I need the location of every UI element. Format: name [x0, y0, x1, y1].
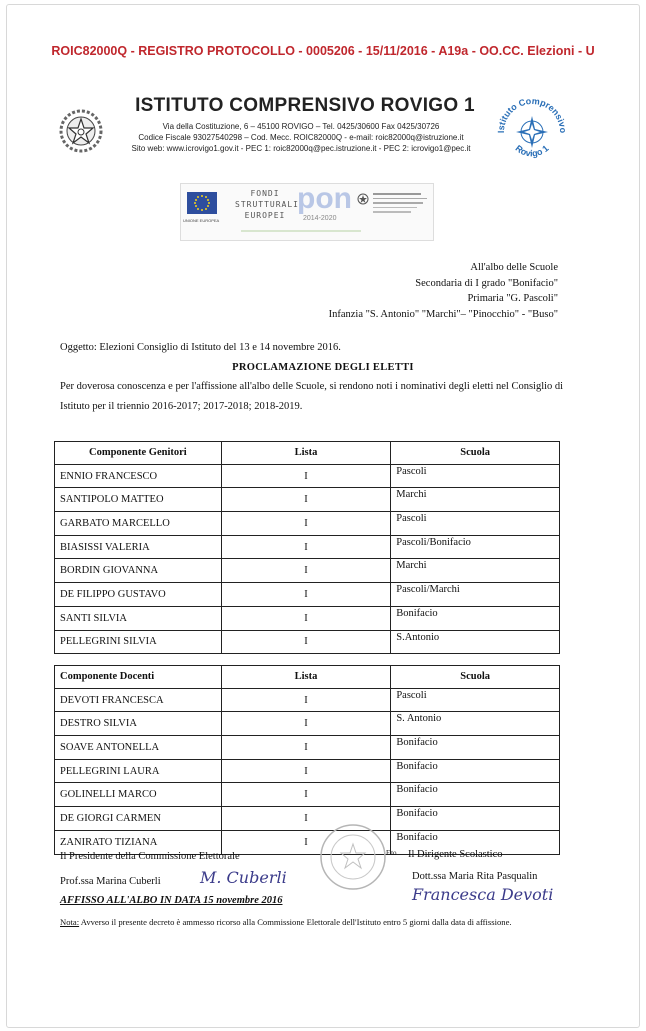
table-row — [55, 606, 560, 630]
recipient-line: Secondaria di I grado "Bonifacio" — [415, 277, 558, 289]
table-row — [55, 759, 560, 783]
pon-logo: pon — [297, 182, 352, 215]
genitori-table — [54, 441, 560, 654]
note-line — [60, 917, 512, 927]
banner-caption-lines — [241, 230, 361, 232]
cell-name: DE FILIPPO GUSTAVO — [55, 583, 222, 607]
school-stamp — [318, 822, 388, 892]
subject-line: Oggetto: Elezioni Consiglio di Istituto del 13 e 14 novembre 2016. — [60, 342, 341, 353]
cell-scuola: Bonifacio — [391, 759, 560, 783]
president-signature: M. Cuberli — [200, 868, 287, 887]
cell-lista: I — [221, 606, 391, 630]
column-header-scuola: Scuola — [391, 442, 560, 465]
docenti-table — [54, 665, 560, 855]
cell-name: GARBATO MARCELLO — [55, 512, 222, 536]
cell-scuola: Bonifacio — [391, 830, 560, 854]
cell-lista: I — [221, 488, 391, 512]
cell-name: PELLEGRINI LAURA — [55, 759, 222, 783]
director-title: Il Dirigente Scolastico — [408, 849, 503, 860]
fondi-text-1: FONDI — [250, 189, 280, 198]
cell-lista: I — [221, 688, 391, 712]
cell-lista: I — [221, 759, 391, 783]
cell-scuola: Bonifacio — [391, 807, 560, 831]
cell-name: DEVOTI FRANCESCA — [55, 688, 222, 712]
cell-scuola: Bonifacio — [391, 736, 560, 760]
recipient-line: Infanzia "S. Antonio" "Marchi"– "Pinocchio" - "Buso" — [328, 308, 558, 320]
table-header-row — [55, 442, 560, 465]
table-header-row — [55, 666, 560, 689]
cell-lista: I — [221, 535, 391, 559]
table-row — [55, 736, 560, 760]
table-row — [55, 712, 560, 736]
cell-name: DESTRO SILVIA — [55, 712, 222, 736]
table-row — [55, 488, 560, 512]
cell-lista: I — [221, 512, 391, 536]
cell-scuola: Pascoli — [391, 688, 560, 712]
school-logo — [492, 92, 572, 172]
cell-name: GOLINELLI MARCO — [55, 783, 222, 807]
school-address: Via della Costituzione, 6 – 45100 ROVIGO – Tel. 0425/30600 Fax 0425/30726 — [162, 122, 440, 131]
cell-name: ENNIO FRANCESCO — [55, 464, 222, 488]
column-header-lista: Lista — [221, 442, 391, 465]
cell-name: BORDIN GIOVANNA — [55, 559, 222, 583]
ministry-emblem-icon — [357, 192, 369, 206]
protocol-header: ROIC82000Q - REGISTRO PROTOCOLLO - 0005206 - 15/11/2016 - A19a - OO.CC. Elezioni - U — [51, 44, 595, 58]
table-row — [55, 559, 560, 583]
cell-name: PELLEGRINI SILVIA — [55, 630, 222, 654]
cell-name: DE GIORGI CARMEN — [55, 807, 222, 831]
table-row — [55, 688, 560, 712]
cell-lista: I — [221, 712, 391, 736]
director-name: Dott.ssa Maria Rita Pasqualin — [412, 871, 538, 882]
cell-lista: I — [221, 630, 391, 654]
column-header-componente: Componente Genitori — [55, 442, 222, 465]
cell-lista: I — [221, 830, 391, 854]
director-prefix: F.to — [386, 849, 397, 857]
cell-scuola: S.Antonio — [391, 630, 560, 654]
note-text: Avverso il presente decreto è ammesso ricorso alla Commissione Elettorale dell'Istituto entro 5 giorni dalla data di affissione. — [79, 917, 512, 927]
cell-scuola: Marchi — [391, 559, 560, 583]
table-row — [55, 512, 560, 536]
eu-caption: UNIONE EUROPEA — [183, 218, 220, 223]
intro-line-2: Istituto per il triennio 2016-2017; 2017-2018; 2018-2019. — [60, 401, 303, 412]
cell-name: SANTIPOLO MATTEO — [55, 488, 222, 512]
logo-top-text: Istituto Comprensivo — [495, 95, 569, 134]
director-signature: Francesca Devoti — [412, 885, 554, 904]
document-title: PROCLAMAZIONE DEGLI ELETTI — [232, 362, 414, 373]
pon-years: 2014-2020 — [303, 215, 337, 222]
school-name: ISTITUTO COMPRENSIVO ROVIGO 1 — [135, 95, 475, 116]
cell-scuola: Bonifacio — [391, 783, 560, 807]
school-codes: Codice Fiscale 93027540298 – Cod. Mecc. ROIC82000Q - e-mail: roic82000q@istruzione.it — [138, 133, 464, 142]
affisso-notice: AFFISSO ALL'ALBO IN DATA 15 novembre 2016 — [60, 895, 283, 906]
cell-name: ZANIRATO TIZIANA — [55, 830, 222, 854]
table-row — [55, 630, 560, 654]
fondi-text-2: STRUTTURALI — [235, 200, 299, 209]
table-row — [55, 807, 560, 831]
cell-scuola: Marchi — [391, 488, 560, 512]
cell-name: SOAVE ANTONELLA — [55, 736, 222, 760]
ministry-text-lines — [373, 193, 429, 213]
fondi-text-3: EUROPEI — [244, 211, 286, 220]
logo-bottom-text: Rovigo 1 — [513, 143, 551, 159]
cell-scuola: Pascoli — [391, 512, 560, 536]
cell-lista: I — [221, 464, 391, 488]
cell-lista: I — [221, 559, 391, 583]
president-name: Prof.ssa Marina Cuberli — [60, 876, 161, 887]
table-row — [55, 583, 560, 607]
note-label: Nota: — [60, 917, 80, 927]
school-web: Sito web: www.icrovigo1.gov.it - PEC 1: roic82000q@pec.istruzione.it - PEC 2: icrovigo1@pec.it — [131, 144, 471, 153]
cell-scuola: Bonifacio — [391, 606, 560, 630]
cell-scuola: Pascoli/Bonifacio — [391, 535, 560, 559]
column-header-componente: Componente Docenti — [55, 666, 222, 689]
cell-scuola: S. Antonio — [391, 712, 560, 736]
cell-scuola: Pascoli/Marchi — [391, 583, 560, 607]
italian-republic-emblem-icon — [58, 108, 104, 154]
column-header-scuola: Scuola — [391, 666, 560, 689]
recipient-line: Primaria "G. Pascoli" — [467, 293, 558, 305]
compass-star-icon — [516, 116, 548, 148]
cell-name: SANTI SILVIA — [55, 606, 222, 630]
eu-flag-icon — [187, 192, 217, 214]
cell-scuola: Pascoli — [391, 464, 560, 488]
cell-name: BIASISSI VALERIA — [55, 535, 222, 559]
intro-line-1: Per doverosa conoscenza e per l'affissione all'albo delle Scuole, si rendono noti i nominativi degli eletti nel Consiglio di — [60, 381, 564, 392]
cell-lista: I — [221, 807, 391, 831]
recipient-line: All'albo delle Scuole — [470, 262, 558, 273]
table-row — [55, 464, 560, 488]
cell-lista: I — [221, 583, 391, 607]
president-title: Il Presidente della Commissione Elettorale — [60, 851, 240, 862]
table-row — [55, 783, 560, 807]
cell-lista: I — [221, 783, 391, 807]
recipients-block — [329, 260, 558, 322]
pon-banner — [180, 183, 434, 241]
column-header-lista: Lista — [221, 666, 391, 689]
table-row — [55, 535, 560, 559]
cell-lista: I — [221, 736, 391, 760]
